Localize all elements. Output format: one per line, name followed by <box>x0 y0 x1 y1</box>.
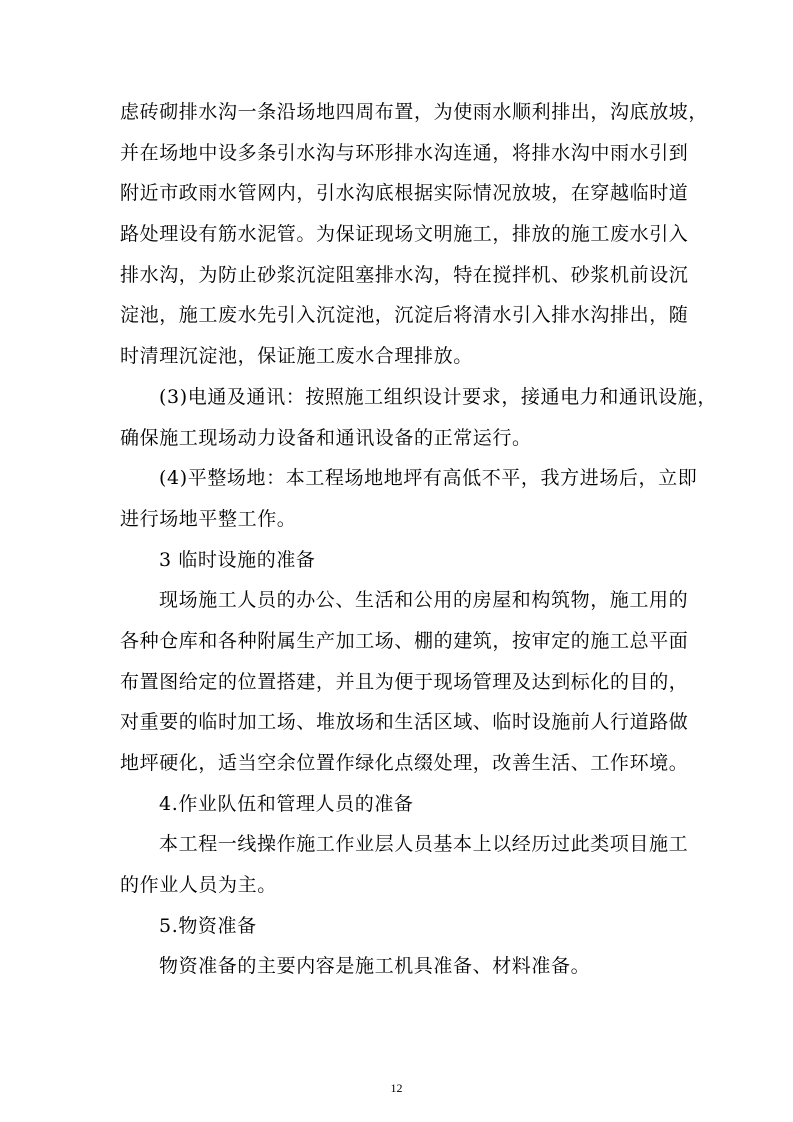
text-line: 淀池，施工废水先引入沉淀池，沉淀后将清水引入排水沟排出，随 <box>120 304 689 327</box>
text-line: 确保施工现场动力设备和通讯设备的正常运行。 <box>120 426 532 449</box>
text-line: 的作业人员为主。 <box>120 874 277 897</box>
text-line: 路处理设有筋水泥管。为保证现场文明施工，排放的施工废水引入 <box>120 223 689 246</box>
paragraph-start-line: 本工程一线操作施工作业层人员基本上以经历过此类项目施工 <box>159 833 689 856</box>
section-heading: 3 临时设施的准备 <box>159 548 316 571</box>
text-line: 排水沟，为防止砂浆沉淀阻塞排水沟，特在搅拌机、砂浆机前设沉 <box>120 263 689 286</box>
text-line: 附近市政雨水管网内，引水沟底根据实际情况放坡，在穿越临时道 <box>120 182 689 205</box>
text-line: 地坪硬化，适当空余位置作绿化点缀处理，改善生活、工作环境。 <box>120 752 689 774</box>
text-line: 各种仓库和各种附属生产加工场、棚的建筑，按审定的施工总平面 <box>120 629 689 652</box>
text-line: 虑砖砌排水沟一条沿场地四周布置，为使雨水顺利排出，沟底放坡， <box>120 101 709 123</box>
paragraph-start-line: 物资准备的主要内容是施工机具准备、材料准备。 <box>159 955 591 978</box>
text-line: 时清理沉淀池，保证施工废水合理排放。 <box>120 345 473 368</box>
text-line: 布置图给定的位置搭建，并且为便于现场管理及达到标化的目的， <box>120 670 689 693</box>
document-body <box>120 92 717 987</box>
section-heading: 5.物资准备 <box>159 914 257 937</box>
section-heading: 4.作业队伍和管理人员的准备 <box>159 792 414 815</box>
text-line: 并在场地中设多条引水沟与环形排水沟连通，将排水沟中雨水引到 <box>120 141 689 164</box>
paragraph-start-line: (3)电通及通讯：按照施工组织设计要求，接通电力和通讯设施， <box>159 385 717 408</box>
text-line: 对重要的临时加工场、堆放场和生活区域、临时设施前人行道路做 <box>120 711 689 734</box>
text-line: 进行场地平整工作。 <box>120 507 297 530</box>
page-number: 12 <box>390 1081 403 1095</box>
paragraph-start-line: (4)平整场地：本工程场地地坪有高低不平，我方进场后，立即 <box>159 467 698 490</box>
paragraph-start-line: 现场施工人员的办公、生活和公用的房屋和构筑物，施工用的 <box>159 589 689 612</box>
